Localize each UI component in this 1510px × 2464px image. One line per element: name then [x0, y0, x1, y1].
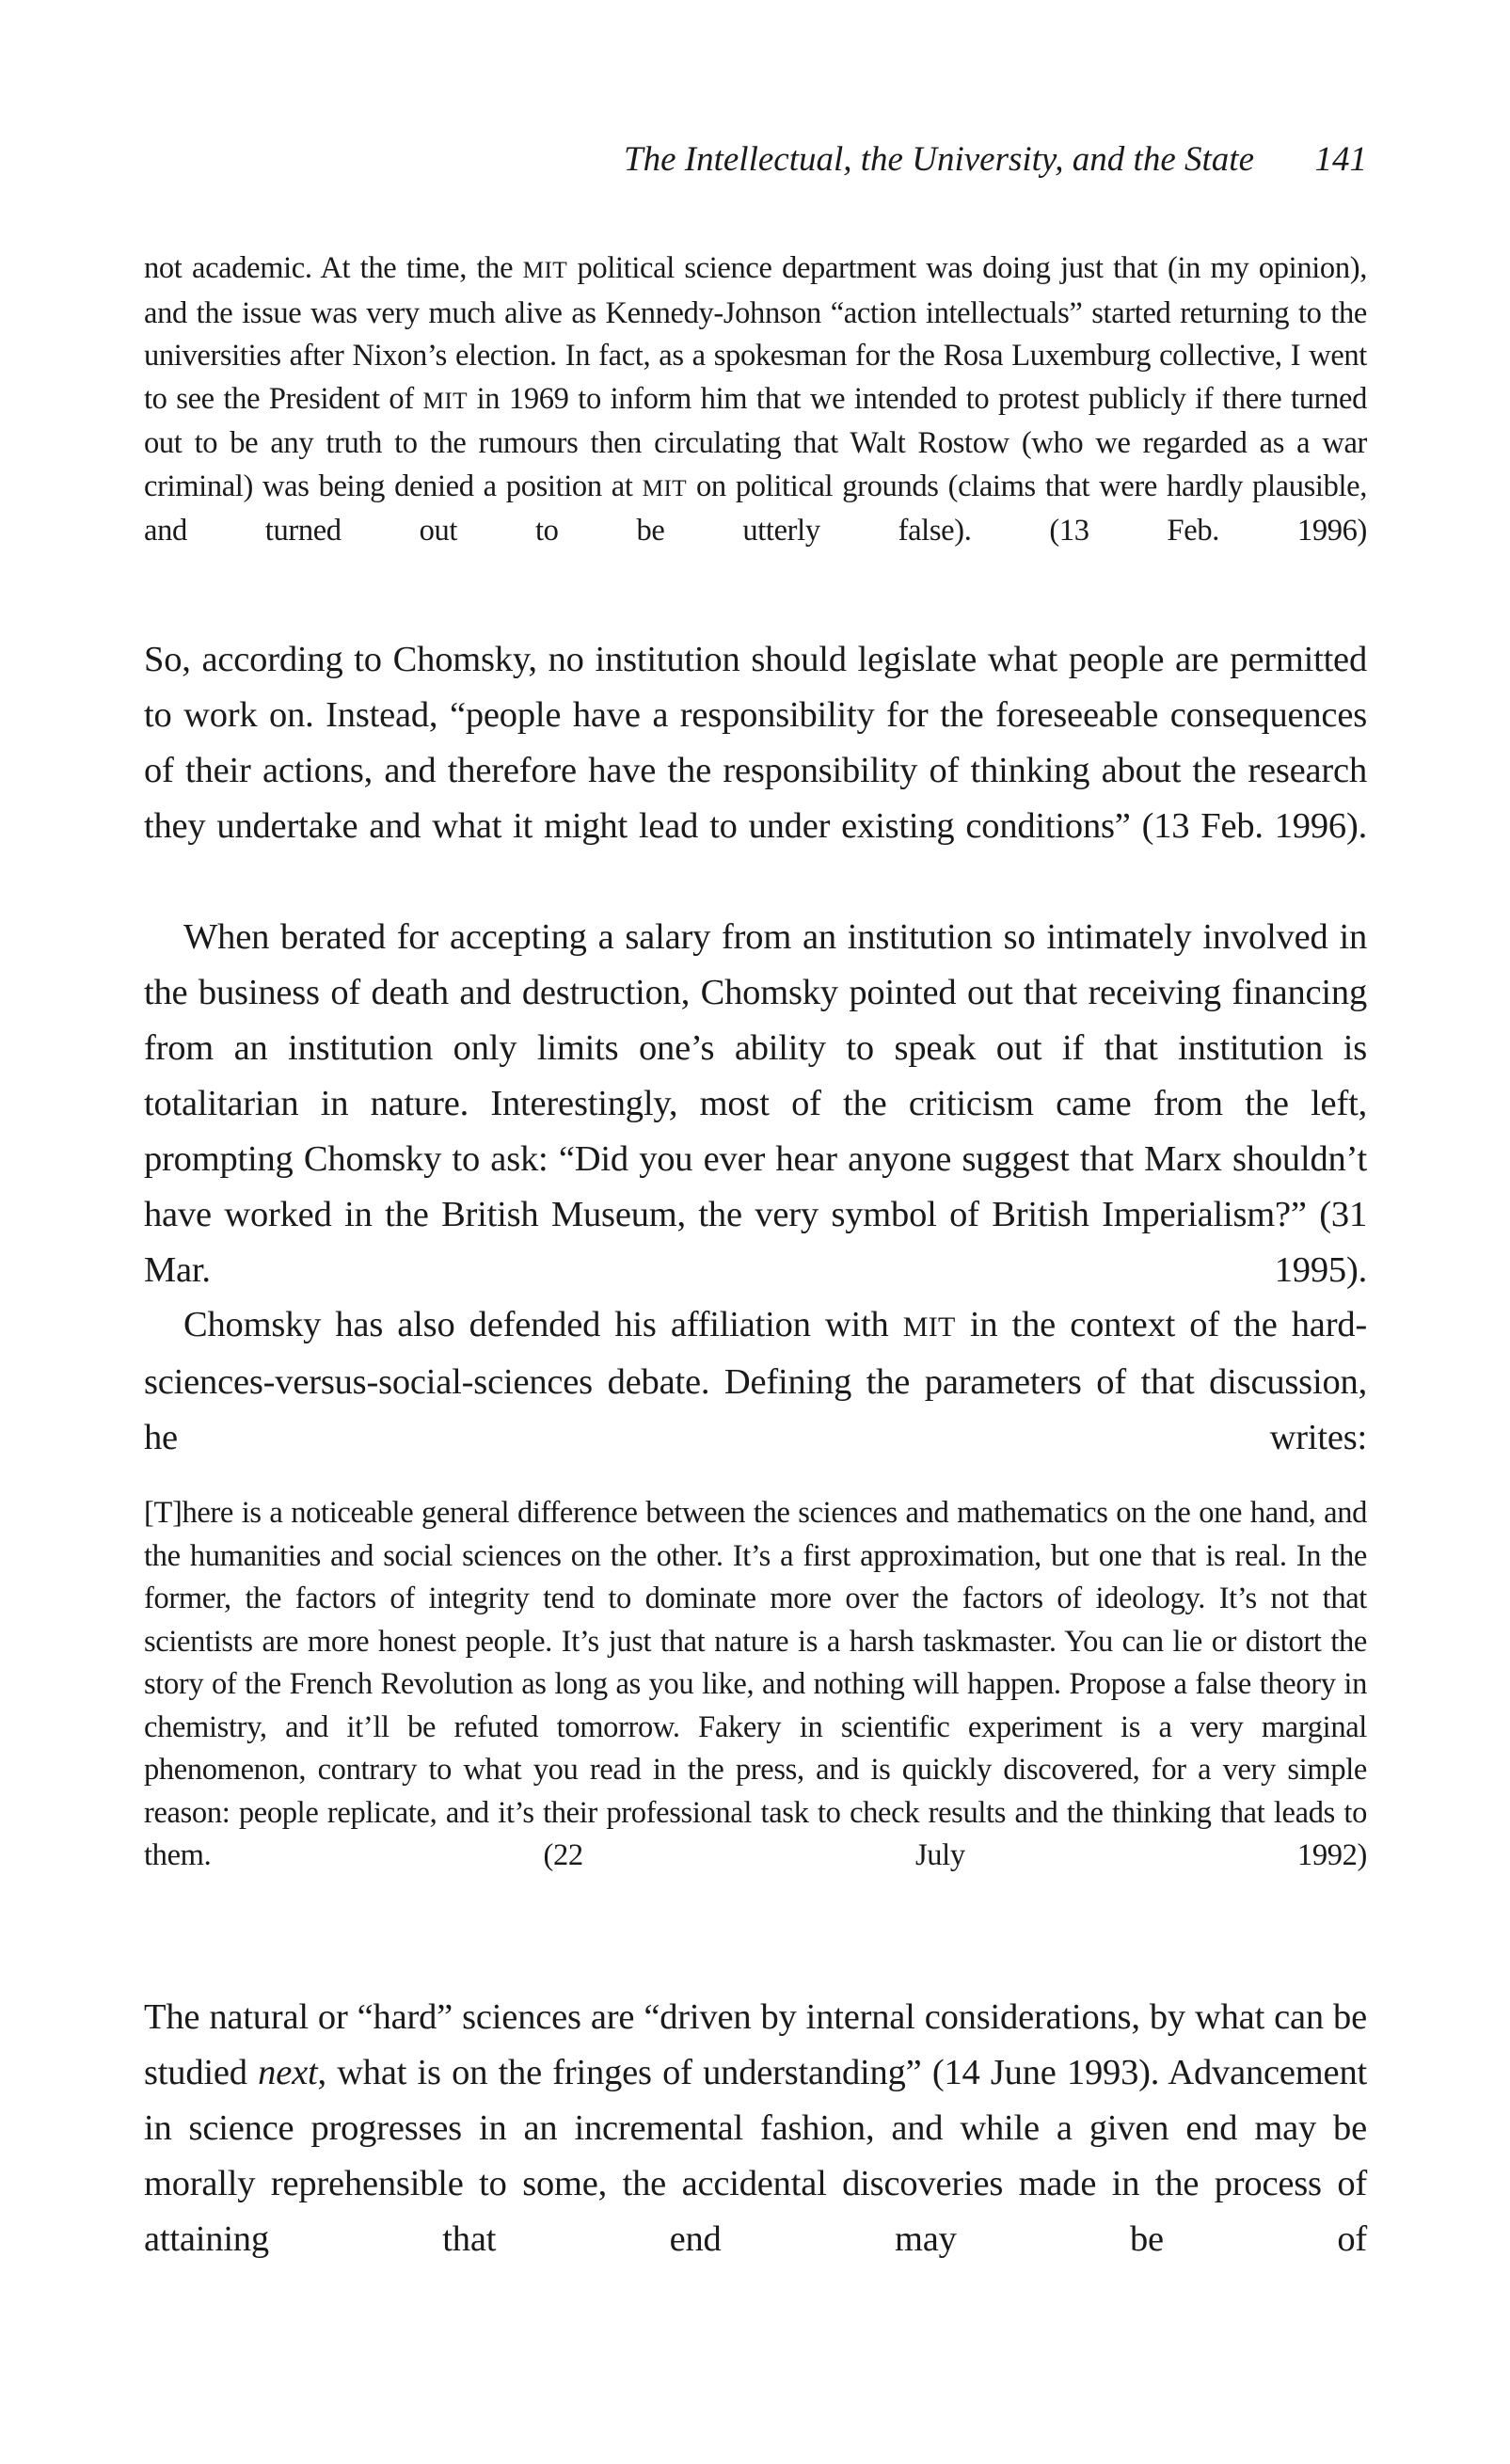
paragraph-text: in the context of the hard-sciences-versus-social-sciences debate. Defining the parameters of that discussion, he writes: [144, 1305, 1367, 1457]
mit-acronym: MIT [902, 1311, 956, 1343]
paragraph-salary: When berated for accepting a salary from an institution so intimately involved in the business of death and destruction, Chomsky pointed out that receiving financing from an institution only limits one’s ability to speak out if that institution is totalitarian in nature. Interestingly, most of the criticism came from the left, prompting Chomsky to ask: “Did you ever hear anyone suggest that Marx shouldn’t have worked in the British Museum, the very symbol of British Imperialism?” (31 Mar. 1995). [144, 917, 1367, 1290]
quote-text: political science department was doing just that (in my opinion), and the issue was very much alive as Kennedy-Johnson “action intellectuals” started returning to the universities after Nixon’s election. In fact, as a spokesman for the Rosa Luxemburg collective, I went to see the President of [144, 251, 1367, 416]
mit-acronym: MIT [522, 257, 568, 283]
mit-acronym: MIT [422, 387, 468, 414]
quote-text: on political grounds (claims that were hardly plausible, and turned out to be utterly false). (13 Feb. 1996) [144, 469, 1368, 548]
running-head [144, 137, 1367, 183]
page-number: 141 [1314, 140, 1367, 179]
quote-text: not academic. At the time, the [144, 251, 523, 285]
paragraph-text: , what is on the fringes of understanding” (14 June 1993). Advancement in science progresses in an incremental fashion, and while a given end may be morally reprehensible to some, the accidental discoveries made in the process of attaining that end may be of [144, 2053, 1367, 2259]
quote-text: in 1969 to inform him that we intended to protest publicly if there turned out to be any truth to the rumours then circulating that Walt Rostow (who we regarded as a war criminal) was being denied a position at [144, 381, 1367, 503]
paragraph-responsibility: So, according to Chomsky, no institution should legislate what people are permitted to work on. Instead, “people have a responsibility for the foreseeable consequences of their actions, and therefore have the responsibility of thinking about the research they undertake and what it might lead to under existing conditions” (13 Feb. 1996). [144, 640, 1367, 846]
paragraph-text: The natural or “hard” sciences are “driven by internal considerations, by what can be studied [144, 1997, 1367, 2092]
block-quote-mit [144, 247, 1367, 596]
block-quote-sciences: [T]here is a noticeable general difference between the sciences and mathematics on the one hand, and the humanities and social sciences on the other. It’s a first approximation, but one that is real. In the former, the factors of integrity tend to dominate more over the factors of ideology. It’s not that scientists are more honest people. It’s just that nature is a harsh taskmaster. You can lie or distort the story of the French Revolution as long as you like, and nothing will happen. Propose a false theory in chemistry, and it’ll be refuted tomorrow. Fakery in scientific experiment is a very marginal phenomenon, contrary to what you read in the press, and is quickly discovered, for a very simple reason: people replicate, and it’s their professional task to check results and the thinking that leads to them. (22 July 1992) [144, 1496, 1367, 1872]
paragraph-affiliation [144, 1297, 1367, 1521]
book-page [144, 0, 1367, 2464]
paragraph-hard-sciences [144, 1990, 1367, 2323]
emphasis-next: next [258, 2053, 318, 2092]
paragraph-text: Chomsky has also defended his affiliation with [183, 1305, 903, 1344]
running-head-title: The Intellectual, the University, and the State [624, 140, 1254, 179]
mit-acronym: MIT [642, 474, 687, 501]
